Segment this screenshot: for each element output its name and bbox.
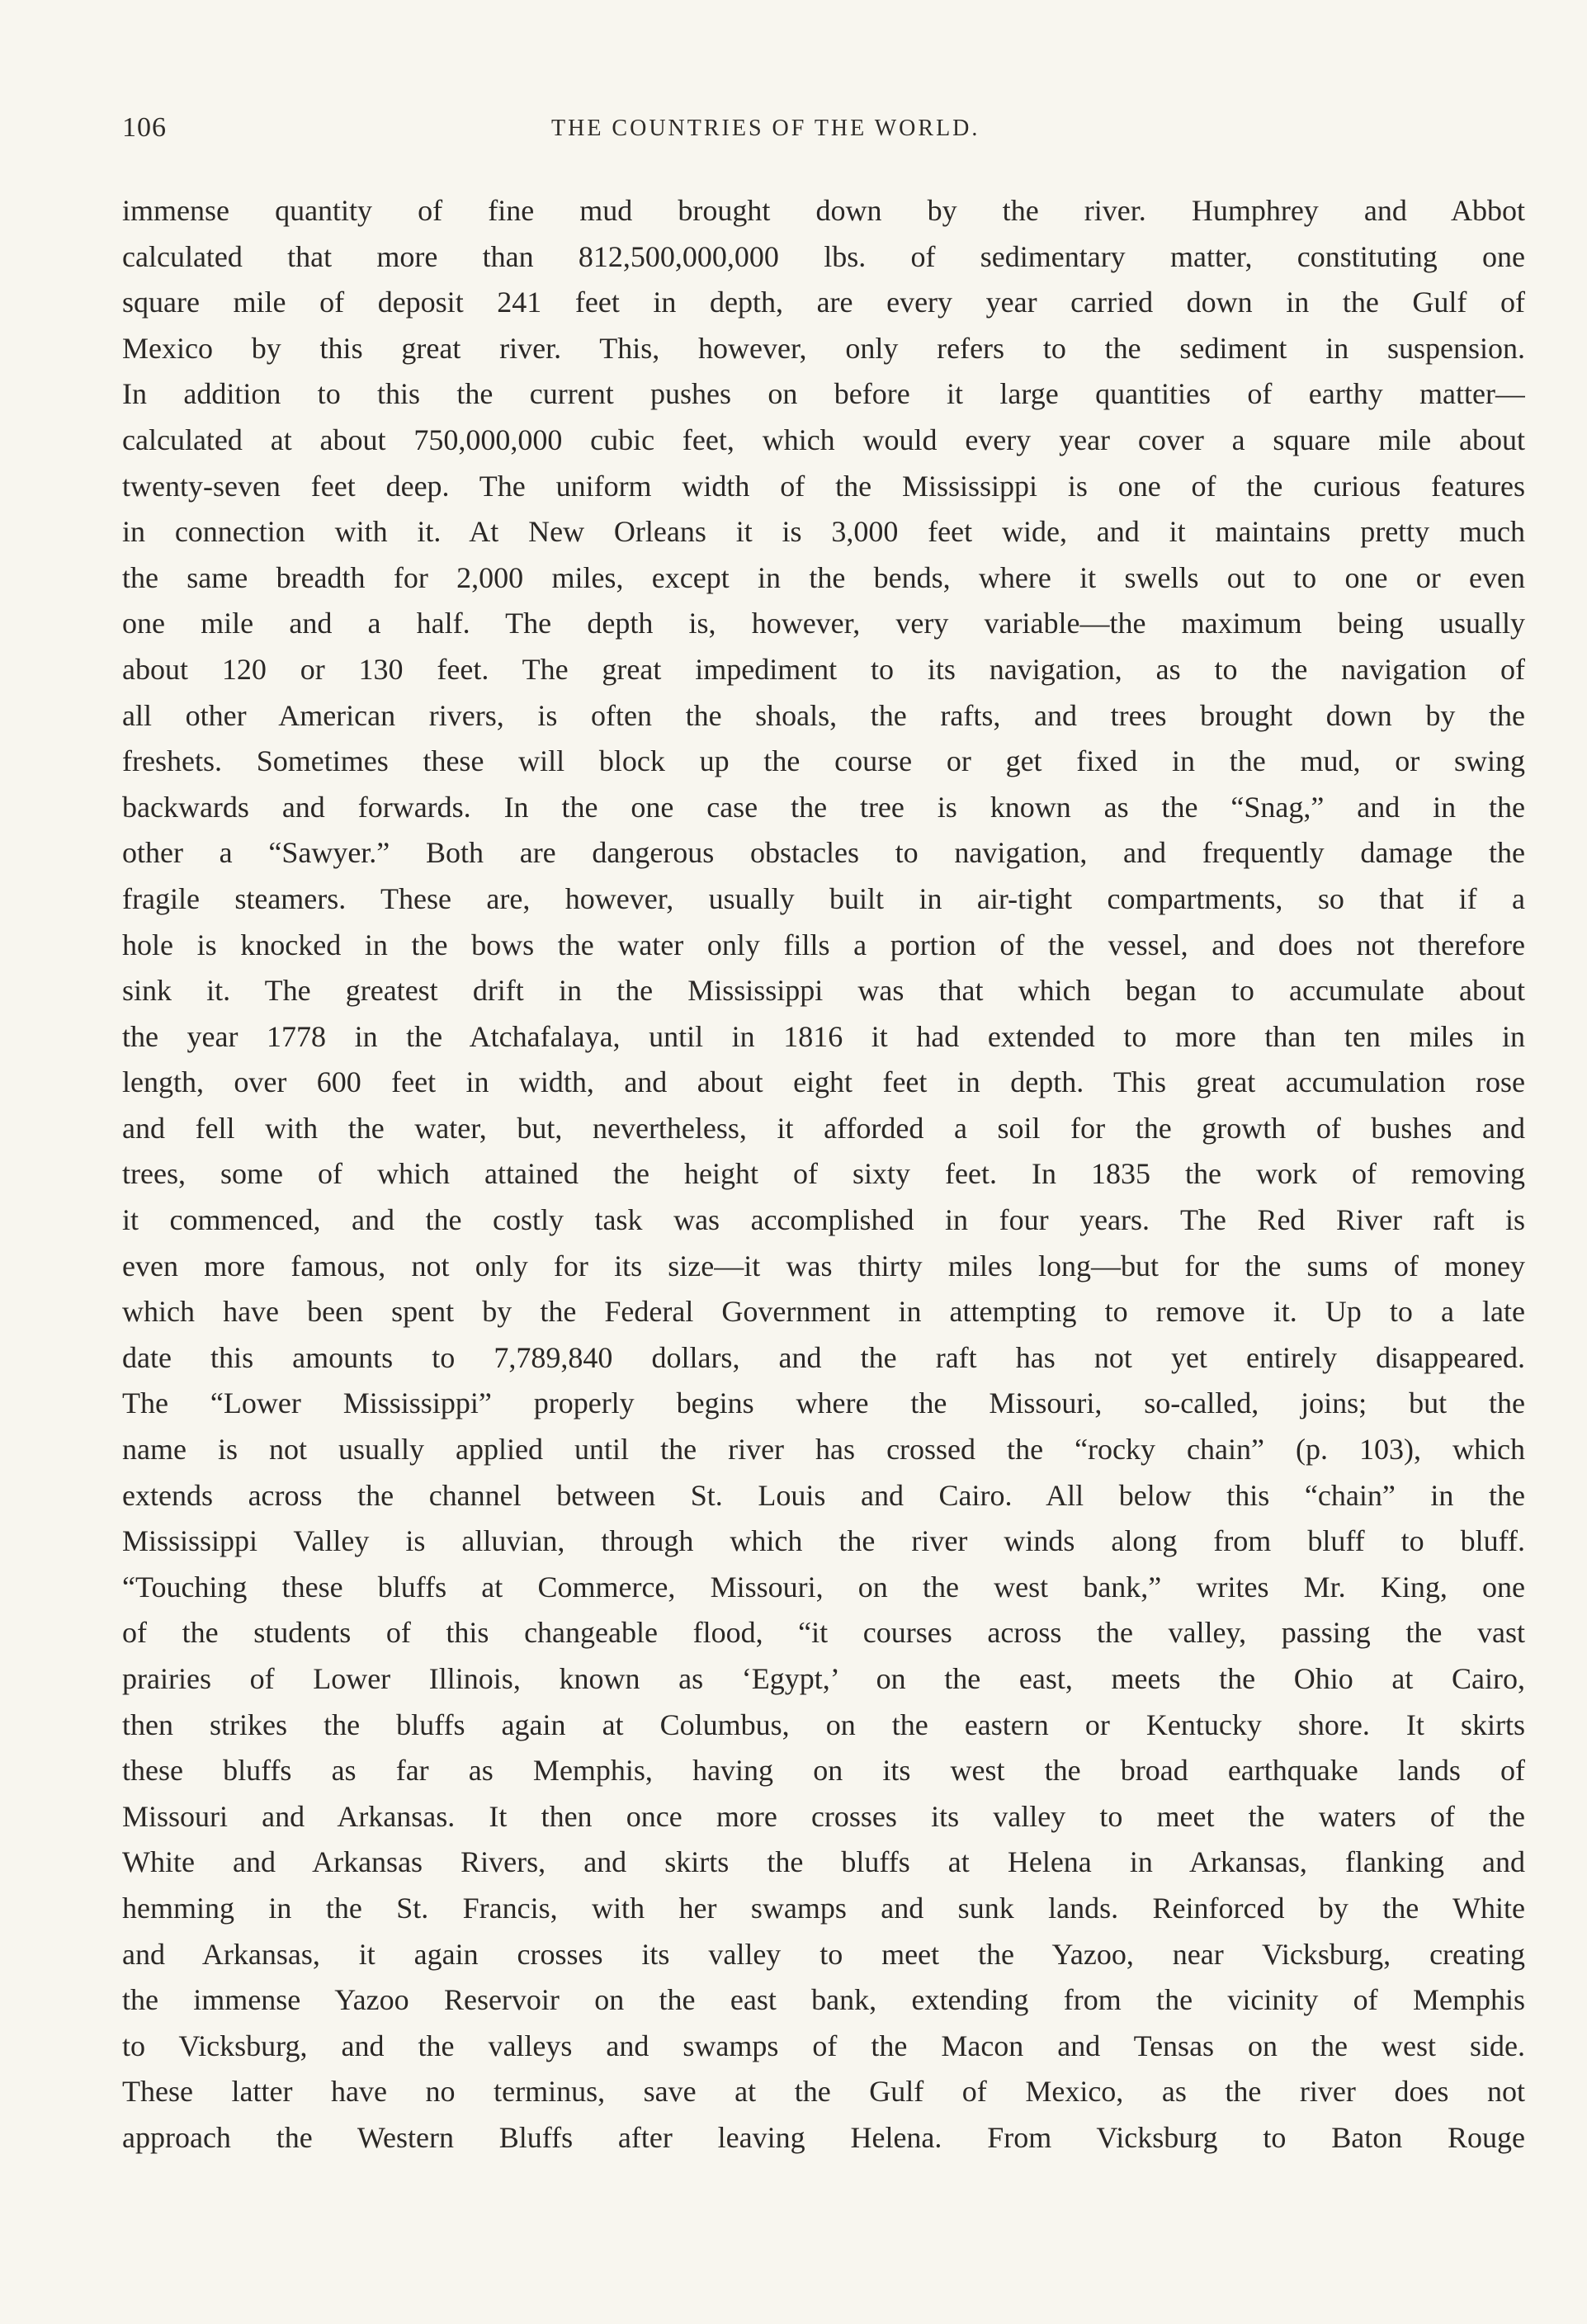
text-line: then strikes the bluffs again at Columbus, on the eastern or Kentucky shore. It skirts [122, 1708, 1525, 1741]
running-header [122, 112, 1525, 154]
text-line: these bluffs as far as Memphis, having on its west the broad earthquake lands of [122, 1754, 1525, 1788]
page-number: 106 [122, 112, 167, 143]
text-line: square mile of deposit 241 feet in depth, are every year carried down in the Gulf of [122, 286, 1525, 319]
text-line: which have been spent by the Federal Government in attempting to remove it. Up to a late [122, 1295, 1525, 1329]
text-line: hole is knocked in the bows the water only fills a portion of the vessel, and does not therefore [122, 928, 1525, 961]
text-line: immense quantity of fine mud brought down by the river. Humphrey and Abbot [122, 194, 1525, 227]
text-line: In addition to this the current pushes on before it large quantities of earthy matter— [122, 377, 1525, 411]
text-line: in connection with it. At New Orleans it is 3,000 feet wide, and it maintains pretty much [122, 515, 1525, 549]
text-line: about 120 or 130 feet. The great impediment to its navigation, as to the navigation of [122, 652, 1525, 686]
text-line: fragile steamers. These are, however, usually built in air-tight compartments, so that if a [122, 881, 1525, 915]
text-line: prairies of Lower Illinois, known as ‘Egypt,’ on the east, meets the Ohio at Cairo, [122, 1662, 1525, 1695]
text-line: approach the Western Bluffs after leaving Helena. From Vicksburg to Baton Rouge [122, 2120, 1525, 2154]
text-line: twenty-seven feet deep. The uniform width of the Mississippi is one of the curious features [122, 469, 1525, 503]
text-line: length, over 600 feet in width, and about eight feet in depth. This great accumulation rose [122, 1065, 1525, 1099]
text-line: These latter have no terminus, save at the Gulf of Mexico, as the river does not [122, 2075, 1525, 2109]
text-line: “Touching these bluffs at Commerce, Missouri, on the west bank,” writes Mr. King, one [122, 1570, 1525, 1604]
text-line: all other American rivers, is often the shoals, the rafts, and trees brought down by the [122, 698, 1525, 732]
text-line: one mile and a half. The depth is, however, very variable—the maximum being usually [122, 607, 1525, 640]
text-line: Missouri and Arkansas. It then once more crosses its valley to meet the waters of the [122, 1799, 1525, 1833]
text-line: the year 1778 in the Atchafalaya, until in 1816 it had extended to more than ten miles in [122, 1019, 1525, 1053]
text-line: to Vicksburg, and the valleys and swamps of the Macon and Tensas on the west side. [122, 2029, 1525, 2062]
text-line: freshets. Sometimes these will block up the course or get fixed in the mud, or swing [122, 744, 1525, 778]
text-line: date this amounts to 7,789,840 dollars, and the raft has not yet entirely disappeared. [122, 1340, 1525, 1374]
text-line: and fell with the water, but, nevertheless, it afforded a soil for the growth of bushes and [122, 1111, 1525, 1145]
text-line: the immense Yazoo Reservoir on the east bank, extending from the vicinity of Memphis [122, 1983, 1525, 2017]
text-line: the same breadth for 2,000 miles, except in the bends, where it swells out to one or even [122, 560, 1525, 594]
text-line: Mississippi Valley is alluvian, through which the river winds along from bluff to bluff. [122, 1524, 1525, 1558]
text-line: trees, some of which attained the height of sixty feet. In 1835 the work of removing [122, 1157, 1525, 1191]
text-line: The “Lower Mississippi” properly begins where the Missouri, so-called, joins; but the [122, 1386, 1525, 1420]
body-text [122, 188, 1525, 2161]
text-line: Mexico by this great river. This, however, only refers to the sediment in suspension. [122, 331, 1525, 365]
text-line: name is not usually applied until the river has crossed the “rocky chain” (p. 103), which [122, 1433, 1525, 1467]
text-line: and Arkansas, it again crosses its valley to meet the Yazoo, near Vicksburg, creating [122, 1937, 1525, 1971]
text-line: hemming in the St. Francis, with her swamps and sunk lands. Reinforced by the White [122, 1891, 1525, 1925]
text-line: other a “Sawyer.” Both are dangerous obstacles to navigation, and frequently damage the [122, 836, 1525, 870]
text-line: it commenced, and the costly task was accomplished in four years. The Red River raft is [122, 1203, 1525, 1237]
text-line: White and Arkansas Rivers, and skirts the bluffs at Helena in Arkansas, flanking and [122, 1845, 1525, 1879]
text-line: sink it. The greatest drift in the Mississippi was that which began to accumulate about [122, 974, 1525, 1008]
text-line: even more famous, not only for its size—it was thirty miles long—but for the sums of money [122, 1249, 1525, 1282]
running-title: THE COUNTRIES OF THE WORLD. [551, 116, 980, 141]
text-line: of the students of this changeable flood, “it courses across the valley, passing the vast [122, 1616, 1525, 1650]
text-line: calculated at about 750,000,000 cubic feet, which would every year cover a square mile about [122, 423, 1525, 456]
text-line: calculated that more than 812,500,000,000 lbs. of sedimentary matter, constituting one [122, 239, 1525, 273]
text-line: extends across the channel between St. Louis and Cairo. All below this “chain” in the [122, 1478, 1525, 1512]
text-line: backwards and forwards. In the one case the tree is known as the “Snag,” and in the [122, 790, 1525, 824]
